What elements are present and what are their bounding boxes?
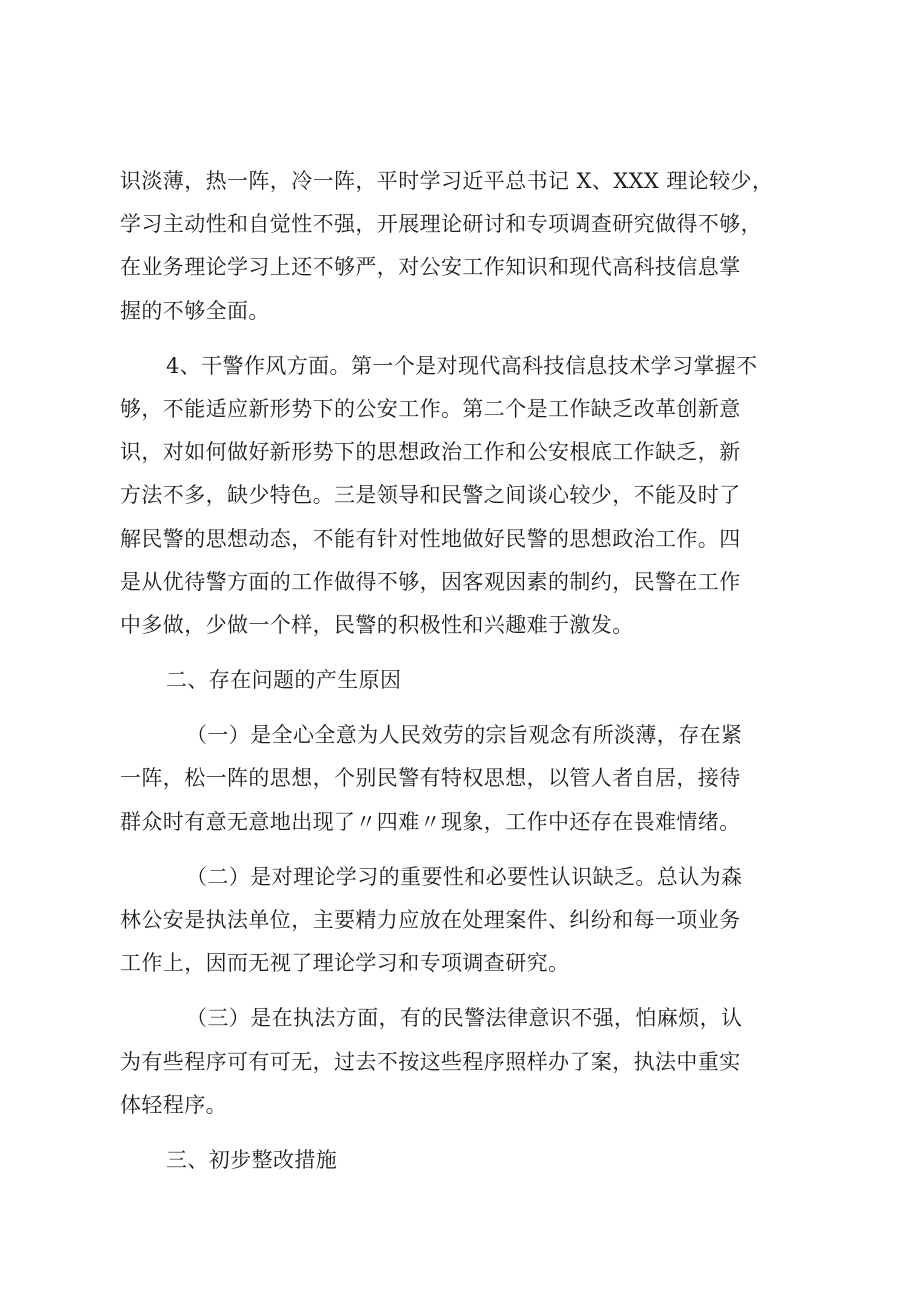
paragraph-gap (120, 333, 810, 345)
text-line: 工作上，因而无视了理论学习和专项调查研究。 (120, 951, 570, 976)
text-line: 方法不多，缺少特色。三是领导和民警之间谈心较少，不能及时了 (120, 483, 741, 508)
paragraph-gap (120, 844, 810, 856)
paragraph-gap (120, 647, 810, 659)
text-line: 在业务理论学习上还不够严，对公安工作知识和现代高科技信息掌 (120, 255, 741, 280)
paragraph-cause-2 (120, 856, 810, 986)
text-line: （三）是在执法方面，有的民警法律意识不强，怕麻烦，认 (186, 1006, 743, 1031)
paragraph-cause-3 (120, 997, 810, 1127)
paragraph-cause-1 (120, 714, 810, 844)
text-line: 识淡薄，热一阵，冷一阵，平时学习近平总书记 X、XXX 理论较少， (120, 169, 774, 193)
section-heading-causes: 二、存在问题的产生原因 (166, 668, 402, 693)
text-line: （二）是对理论学习的重要性和必要性认识缺乏。总认为森 (186, 864, 743, 889)
text-line: 中多做，少做一个样，民警的积极性和兴趣难于激发。 (120, 612, 634, 637)
text-line: 群众时有意无意地出现了〃四难〃现象，工作中还存在畏难情绪。 (120, 809, 741, 834)
paragraph-work-style (120, 345, 810, 647)
text-line: （一）是全心全意为人民效劳的宗旨观念有所淡薄，存在紧 (186, 723, 743, 748)
text-line: 为有些程序可有可无，过去不按这些程序照样办了案，执法中重实 (120, 1049, 741, 1074)
paragraph-gap (120, 985, 810, 997)
text-line: 4、干警作风方面。第一个是对现代高科技信息技术学习掌握不 (166, 353, 758, 378)
paragraph-study-awareness (120, 160, 810, 333)
text-line: 识，对如何做好新形势下的思想政治工作和公安根底工作缺乏，新 (120, 440, 741, 465)
text-line: 解民警的思想动态，不能有针对性地做好民警的思想政治工作。四 (120, 526, 741, 551)
paragraph-gap (120, 702, 810, 714)
text-line: 握的不够全面。 (120, 298, 270, 323)
document-body (120, 160, 810, 1182)
text-line: 体轻程序。 (120, 1092, 227, 1117)
text-line: 林公安是执法单位，主要精力应放在处理案件、纠纷和每一项业务 (120, 908, 741, 932)
text-line: 够，不能适应新形势下的公安工作。第二个是工作缺乏改革创新意 (120, 396, 741, 421)
text-line: 一阵，松一阵的思想，个别民警有特权思想，以管人者自居，接待 (120, 766, 741, 791)
text-line: 学习主动性和自觉性不强，开展理论研讨和专项调查研究做得不够， (120, 212, 762, 237)
text-line: 是从优待警方面的工作做得不够，因客观因素的制约，民警在工作 (120, 569, 741, 594)
section-heading-measures: 三、初步整改措施 (166, 1147, 338, 1172)
paragraph-gap (120, 1127, 810, 1139)
